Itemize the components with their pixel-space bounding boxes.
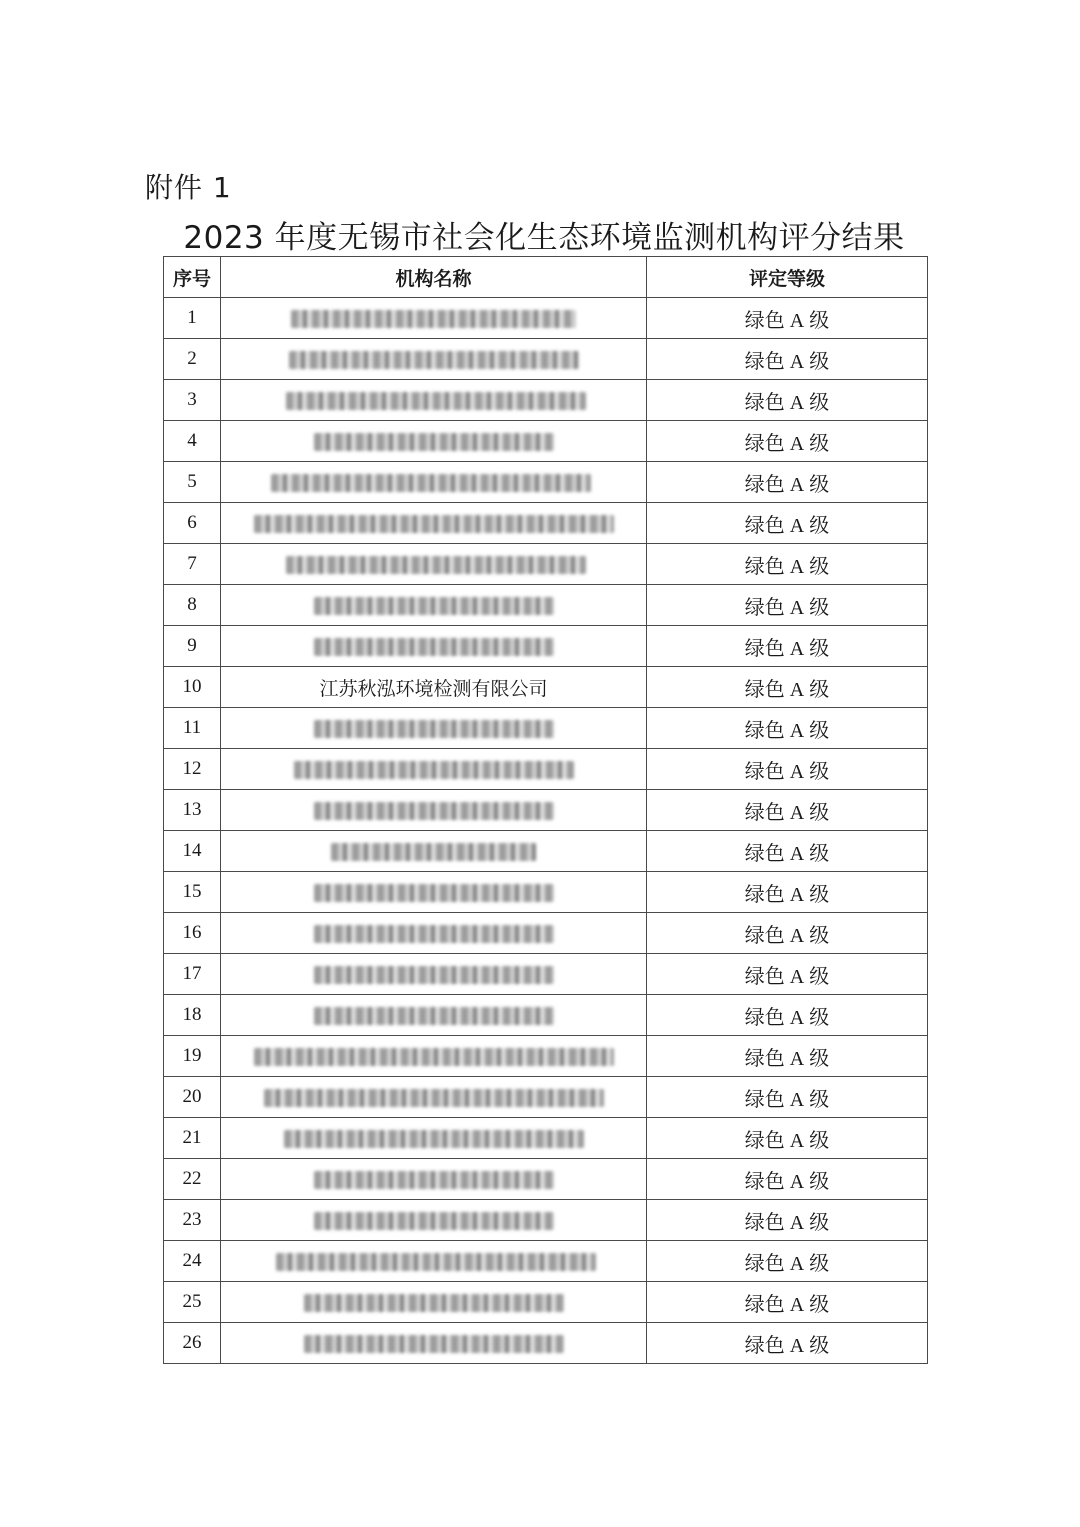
grade-letter: A [789,760,805,783]
grade-letter: A [789,596,805,619]
column-header-grade: 评定等级 [647,257,928,298]
grade-prefix: 绿色 [744,717,785,742]
row-institution-name [221,626,647,667]
redacted-name-block [314,597,554,615]
row-grade [647,749,928,790]
row-seq: 4 [164,421,221,462]
row-grade [647,1282,928,1323]
row-seq: 19 [164,1036,221,1077]
row-seq: 2 [164,339,221,380]
attachment-label: 附件 1 [145,171,232,204]
document-title: 2023 年度无锡市社会化生态环境监测机构评分结果 [183,220,905,256]
institution-name-text: 江苏秋泓环境检测有限公司 [319,677,548,700]
table-row [164,1241,928,1282]
table-row [164,585,928,626]
row-grade [647,626,928,667]
grade-suffix: 级 [809,594,830,619]
grade-letter: A [789,391,805,414]
grade-letter: A [789,801,805,824]
grade-prefix: 绿色 [744,1168,785,1193]
redacted-name-block [314,638,554,656]
grade-suffix: 级 [809,758,830,783]
table-row [164,708,928,749]
grade-letter: A [789,1006,805,1029]
redacted-name-block [304,1294,564,1312]
row-seq: 12 [164,749,221,790]
grade-prefix: 绿色 [744,676,785,701]
table-row [164,1323,928,1364]
row-institution-name [221,544,647,585]
row-seq: 23 [164,1200,221,1241]
grade-letter: A [789,1293,805,1316]
table-row [164,954,928,995]
redacted-name-block [314,1212,554,1230]
row-institution-name [221,872,647,913]
grade-letter: A [789,678,805,701]
row-grade [647,995,928,1036]
grade-suffix: 级 [809,553,830,578]
grade-letter: A [789,1088,805,1111]
row-institution-name [221,380,647,421]
row-grade [647,339,928,380]
grade-prefix: 绿色 [744,553,785,578]
redacted-name-block [314,802,554,820]
grade-suffix: 级 [809,307,830,332]
grade-prefix: 绿色 [744,430,785,455]
row-grade [647,544,928,585]
row-grade [647,298,928,339]
grade-prefix: 绿色 [744,963,785,988]
row-seq: 5 [164,462,221,503]
row-seq: 22 [164,1159,221,1200]
table-row [164,339,928,380]
row-seq: 15 [164,872,221,913]
grade-prefix: 绿色 [744,799,785,824]
table-row [164,667,928,708]
table-row [164,749,928,790]
grade-letter: A [789,1170,805,1193]
table-body [164,298,928,1364]
redacted-name-block [286,556,586,574]
table-row [164,298,928,339]
grade-suffix: 级 [809,1045,830,1070]
grade-letter: A [789,473,805,496]
redacted-name-block [276,1253,596,1271]
grade-suffix: 级 [809,1250,830,1275]
table-header-row [164,257,928,298]
grade-suffix: 级 [809,1004,830,1029]
row-seq: 10 [164,667,221,708]
grade-suffix: 级 [809,799,830,824]
grade-prefix: 绿色 [744,512,785,537]
table-row [164,1282,928,1323]
grade-letter: A [789,1047,805,1070]
grade-suffix: 级 [809,840,830,865]
row-grade [647,1200,928,1241]
row-grade [647,1159,928,1200]
row-institution-name [221,1077,647,1118]
redacted-name-block [314,966,554,984]
table-row [164,872,928,913]
grade-letter: A [789,1211,805,1234]
row-institution-name [221,1323,647,1364]
redacted-name-block [314,1171,554,1189]
row-seq: 25 [164,1282,221,1323]
grade-suffix: 级 [809,922,830,947]
row-seq: 8 [164,585,221,626]
table-row [164,995,928,1036]
row-grade [647,708,928,749]
grade-suffix: 级 [809,1168,830,1193]
table-row [164,462,928,503]
grade-suffix: 级 [809,1332,830,1357]
row-institution-name [221,913,647,954]
row-institution-name [221,1118,647,1159]
row-grade [647,503,928,544]
row-grade [647,1241,928,1282]
row-grade [647,790,928,831]
grade-prefix: 绿色 [744,1291,785,1316]
row-institution-name [221,585,647,626]
grade-suffix: 级 [809,471,830,496]
table-row [164,421,928,462]
grade-prefix: 绿色 [744,307,785,332]
redacted-name-block [291,310,576,328]
redacted-name-block [289,351,579,369]
row-institution-name [221,831,647,872]
row-grade [647,1077,928,1118]
row-grade [647,913,928,954]
grade-suffix: 级 [809,963,830,988]
grade-prefix: 绿色 [744,1250,785,1275]
table-row [164,1159,928,1200]
grade-prefix: 绿色 [744,635,785,660]
row-seq: 18 [164,995,221,1036]
grade-prefix: 绿色 [744,1045,785,1070]
row-seq: 9 [164,626,221,667]
row-grade [647,421,928,462]
table-row [164,1200,928,1241]
row-grade [647,667,928,708]
row-institution-name [221,1159,647,1200]
grade-letter: A [789,1334,805,1357]
redacted-name-block [314,884,554,902]
grade-letter: A [789,924,805,947]
grade-letter: A [789,309,805,332]
row-seq: 21 [164,1118,221,1159]
row-institution-name [221,1036,647,1077]
row-seq: 14 [164,831,221,872]
grade-prefix: 绿色 [744,758,785,783]
grade-suffix: 级 [809,635,830,660]
table-row [164,790,928,831]
grade-letter: A [789,555,805,578]
column-header-name: 机构名称 [221,257,647,298]
table-row [164,1036,928,1077]
row-grade [647,872,928,913]
row-seq: 1 [164,298,221,339]
redacted-name-block [254,1048,614,1066]
row-institution-name [221,708,647,749]
row-seq: 20 [164,1077,221,1118]
row-institution-name [221,298,647,339]
row-seq: 16 [164,913,221,954]
grade-suffix: 级 [809,1127,830,1152]
grade-suffix: 级 [809,881,830,906]
row-institution-name [221,749,647,790]
row-grade [647,585,928,626]
row-institution-name [221,1241,647,1282]
table-row [164,913,928,954]
grade-prefix: 绿色 [744,389,785,414]
table-row [164,544,928,585]
row-institution-name [221,503,647,544]
grade-suffix: 级 [809,512,830,537]
grade-letter: A [789,350,805,373]
redacted-name-block [331,843,536,861]
grade-suffix: 级 [809,430,830,455]
redacted-name-block [314,1007,554,1025]
results-table [163,256,928,1364]
row-seq: 13 [164,790,221,831]
row-grade [647,1118,928,1159]
row-seq: 7 [164,544,221,585]
column-header-seq: 序号 [164,257,221,298]
row-seq: 26 [164,1323,221,1364]
row-institution-name [221,421,647,462]
grade-letter: A [789,514,805,537]
row-institution-name [221,954,647,995]
grade-prefix: 绿色 [744,348,785,373]
redacted-name-block [284,1130,584,1148]
row-grade [647,462,928,503]
redacted-name-block [304,1335,564,1353]
grade-suffix: 级 [809,389,830,414]
row-seq: 24 [164,1241,221,1282]
redacted-name-block [286,392,586,410]
row-institution-name [221,790,647,831]
grade-letter: A [789,842,805,865]
grade-letter: A [789,1252,805,1275]
row-seq: 17 [164,954,221,995]
row-institution-name [221,339,647,380]
table-row [164,1118,928,1159]
grade-letter: A [789,432,805,455]
row-grade [647,1036,928,1077]
redacted-name-block [314,925,554,943]
grade-suffix: 级 [809,717,830,742]
redacted-name-block [264,1089,604,1107]
table-row [164,380,928,421]
table-row [164,831,928,872]
grade-prefix: 绿色 [744,471,785,496]
grade-prefix: 绿色 [744,1332,785,1357]
grade-letter: A [789,637,805,660]
grade-suffix: 级 [809,348,830,373]
grade-prefix: 绿色 [744,1127,785,1152]
row-grade [647,831,928,872]
redacted-name-block [271,474,591,492]
grade-suffix: 级 [809,1086,830,1111]
row-institution-name [221,667,647,708]
row-grade [647,954,928,995]
table-row [164,626,928,667]
grade-prefix: 绿色 [744,1004,785,1029]
redacted-name-block [314,720,554,738]
row-grade [647,1323,928,1364]
row-institution-name [221,462,647,503]
redacted-name-block [314,433,554,451]
grade-letter: A [789,1129,805,1152]
grade-letter: A [789,965,805,988]
grade-suffix: 级 [809,1291,830,1316]
grade-suffix: 级 [809,1209,830,1234]
grade-prefix: 绿色 [744,594,785,619]
row-institution-name [221,995,647,1036]
grade-letter: A [789,719,805,742]
row-seq: 6 [164,503,221,544]
table-row [164,1077,928,1118]
row-institution-name [221,1200,647,1241]
row-seq: 11 [164,708,221,749]
row-seq: 3 [164,380,221,421]
row-grade [647,380,928,421]
grade-prefix: 绿色 [744,922,785,947]
grade-prefix: 绿色 [744,881,785,906]
grade-prefix: 绿色 [744,840,785,865]
grade-prefix: 绿色 [744,1209,785,1234]
grade-prefix: 绿色 [744,1086,785,1111]
redacted-name-block [294,761,574,779]
grade-letter: A [789,883,805,906]
grade-suffix: 级 [809,676,830,701]
table-row [164,503,928,544]
row-institution-name [221,1282,647,1323]
redacted-name-block [254,515,614,533]
